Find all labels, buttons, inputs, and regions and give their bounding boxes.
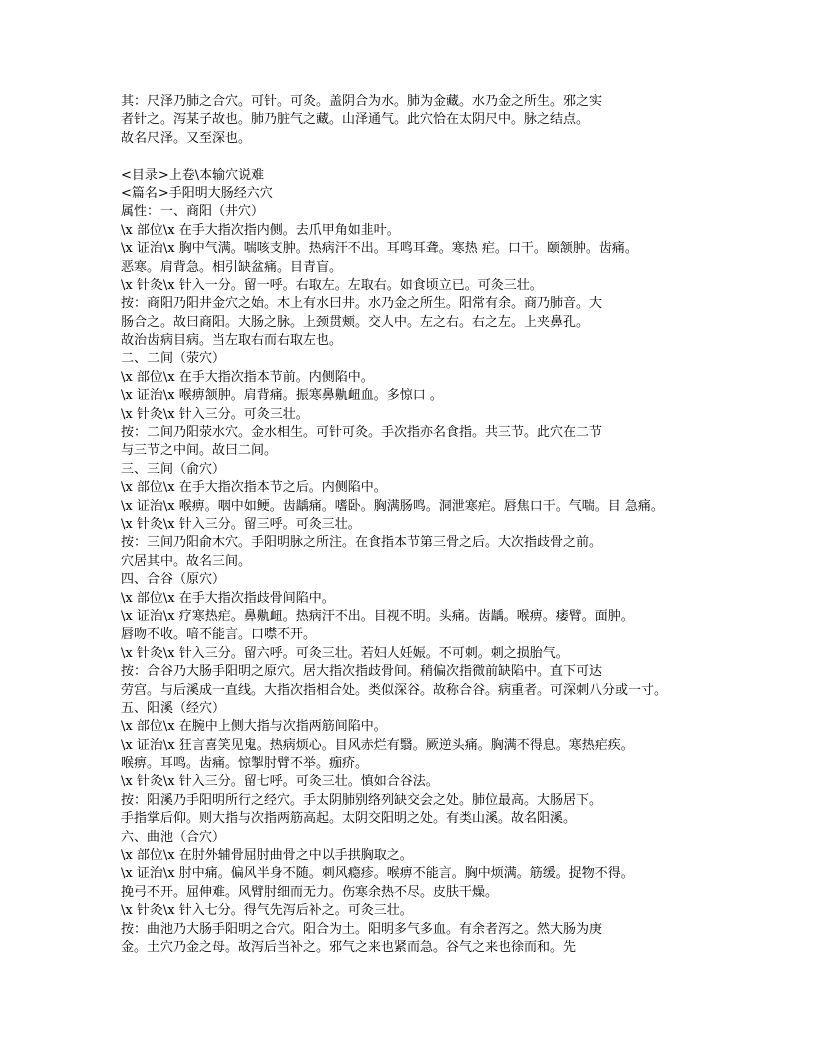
text-line: \x 证治\x 喉痹颔肿。肩背痛。振寒鼻鼽衄血。多惊口 。 (121, 388, 443, 404)
text-line: 其：尺泽乃肺之合穴。可针。可灸。盖阴合为水。肺为金藏。水乃金之所生。邪之实 (121, 94, 603, 109)
text-line: 五、阳溪（经穴） (121, 700, 226, 716)
text-line: 肠合之。故曰商阳。大肠之脉。上颈贯颊。交人中。左之右。右之左。上夹鼻孔。 (121, 314, 590, 330)
text-line: 按：合谷乃大肠手阳明之原穴。居大指次指歧骨间。稍偏次指微前缺陷中。直下可达 (121, 664, 603, 680)
text-line: \x 针灸\x 针入三分。可灸三壮。 (121, 406, 309, 422)
text-line: \x 证治\x 疗寒热疟。鼻鼽衄。热病汗不出。目视不明。头痛。齿龋。喉痹。痿臂。面肿。 (121, 608, 634, 624)
text-line: \x 证治\x 喉痹。咽中如鲠。齿龋痛。嗜卧。胸满肠鸣。洞泄寒疟。唇焦口干。气喘。目 急痛。 (121, 498, 664, 514)
text-line: 二、二间（荥穴） (121, 351, 226, 367)
text-line: 故名尺泽。又至深也。 (121, 130, 252, 146)
document-body (121, 93, 801, 957)
text-line: 穴居其中。故名三间。 (121, 553, 252, 569)
text-line: \x 部位\x 在手大指次指内侧。去爪甲角如韭叶。 (121, 222, 400, 238)
blank-line (121, 148, 801, 166)
text-line: 三、三间（俞穴） (121, 461, 226, 477)
text-line: 属性：一、商阳（井穴） (121, 204, 265, 220)
text-line: \x 针灸\x 针入一分。留一呼。右取左。左取右。如食顷立已。可灸三壮。 (121, 277, 543, 293)
text-line: \x 针灸\x 针入三分。留七呼。可灸三壮。慎如合谷法。 (121, 774, 439, 790)
text-line: 恶寒。肩背急。相引缺盆痛。目青盲。 (121, 259, 343, 275)
text-line: \x 部位\x 在手大指次指本节前。内侧陷中。 (121, 369, 374, 385)
text-line: \x 针灸\x 针入三分。留六呼。可灸三壮。若妇人妊娠。不可刺。刺之损胎气。 (121, 645, 569, 661)
text-line: 喉痹。耳鸣。齿痛。惊掣肘臂不举。痂疥。 (121, 756, 369, 772)
text-line: 挽弓不开。屈伸难。风臂肘细而无力。伤寒余热不尽。皮肤干燥。 (121, 884, 499, 900)
text-line: \x 证治\x 狂言喜笑见鬼。热病烦心。目风赤烂有翳。厥逆头痛。胸满不得息。寒热疟疾。 (121, 737, 634, 753)
text-line: 六、曲池（合穴） (121, 829, 226, 845)
text-line: 按：三间乃阳俞木穴。手阳明脉之所注。在食指本节第三骨之后。大次指歧骨之前。 (121, 535, 603, 551)
text-line: 按：曲池乃大肠手阳明之合穴。阳合为土。阳明多气多血。有余者泻之。然大肠为庚 (121, 921, 603, 937)
text-line: 按：二间乃阳荥水穴。金水相生。可针可灸。手次指亦名食指。共三节。此穴在二节 (121, 425, 603, 441)
text-line: \x 部位\x 在腕中上侧大指与次指两筋间陷中。 (121, 719, 387, 735)
text-line: 劳宫。与后溪成一直线。大指次指相合处。类似深谷。故称合谷。病重者。可深刺八分或一寸。 (121, 682, 668, 698)
text-line: 唇吻不收。喑不能言。口噤不开。 (121, 627, 317, 643)
text-line: \x 针灸\x 针入七分。得气先泻后补之。可灸三壮。 (121, 903, 413, 919)
text-line: \x 部位\x 在手大指次指歧骨间陷中。 (121, 590, 335, 606)
text-line: <篇名>手阳明大肠经六穴 (121, 185, 273, 201)
text-line: 故治齿病目病。当左取右而右取左也。 (121, 333, 343, 349)
text-line: 与三节之中间。故曰二间。 (121, 443, 278, 459)
text-line: 四、合谷（原穴） (121, 572, 226, 588)
text-line: 者针之。泻某子故也。肺乃脏气之藏。山泽通气。此穴恰在太阴尺中。脉之结点。 (121, 112, 590, 128)
text-line: 按：商阳乃阳井金穴之始。木上有水曰井。水乃金之所生。阳常有余。商乃肺音。大 (121, 296, 603, 312)
text-line: \x 部位\x 在手大指次指本节之后。内侧陷中。 (121, 480, 387, 496)
text-line: 金。土穴乃金之母。故泻后当补之。邪气之来也紧而急。谷气之来也徐而和。先 (121, 939, 577, 955)
text-line: 按：阳溪乃手阳明所行之经穴。手太阴肺别络列缺交会之处。肺位最高。大肠居下。 (121, 792, 603, 808)
text-line: 手指掌后仰。则大指与次指两筋高起。太阴交阳明之处。有类山溪。故名阳溪。 (121, 811, 577, 827)
text-line: \x 证治\x 肘中痛。偏风半身不随。刺风瘾疹。喉痹不能言。胸中烦满。筋缓。捉物不得。 (121, 866, 634, 882)
text-line: <目录>上卷\本输穴说难 (121, 167, 265, 183)
text-line: \x 证治\x 胸中气满。喘咳支肿。热病汗不出。耳鸣耳聋。寒热 疟。口干。颐颔肿。齿痛。 (121, 241, 638, 257)
text-line: \x 部位\x 在肘外辅骨屈肘曲骨之中以手拱胸取之。 (121, 848, 413, 864)
text-line: \x 针灸\x 针入三分。留三呼。可灸三壮。 (121, 516, 361, 532)
